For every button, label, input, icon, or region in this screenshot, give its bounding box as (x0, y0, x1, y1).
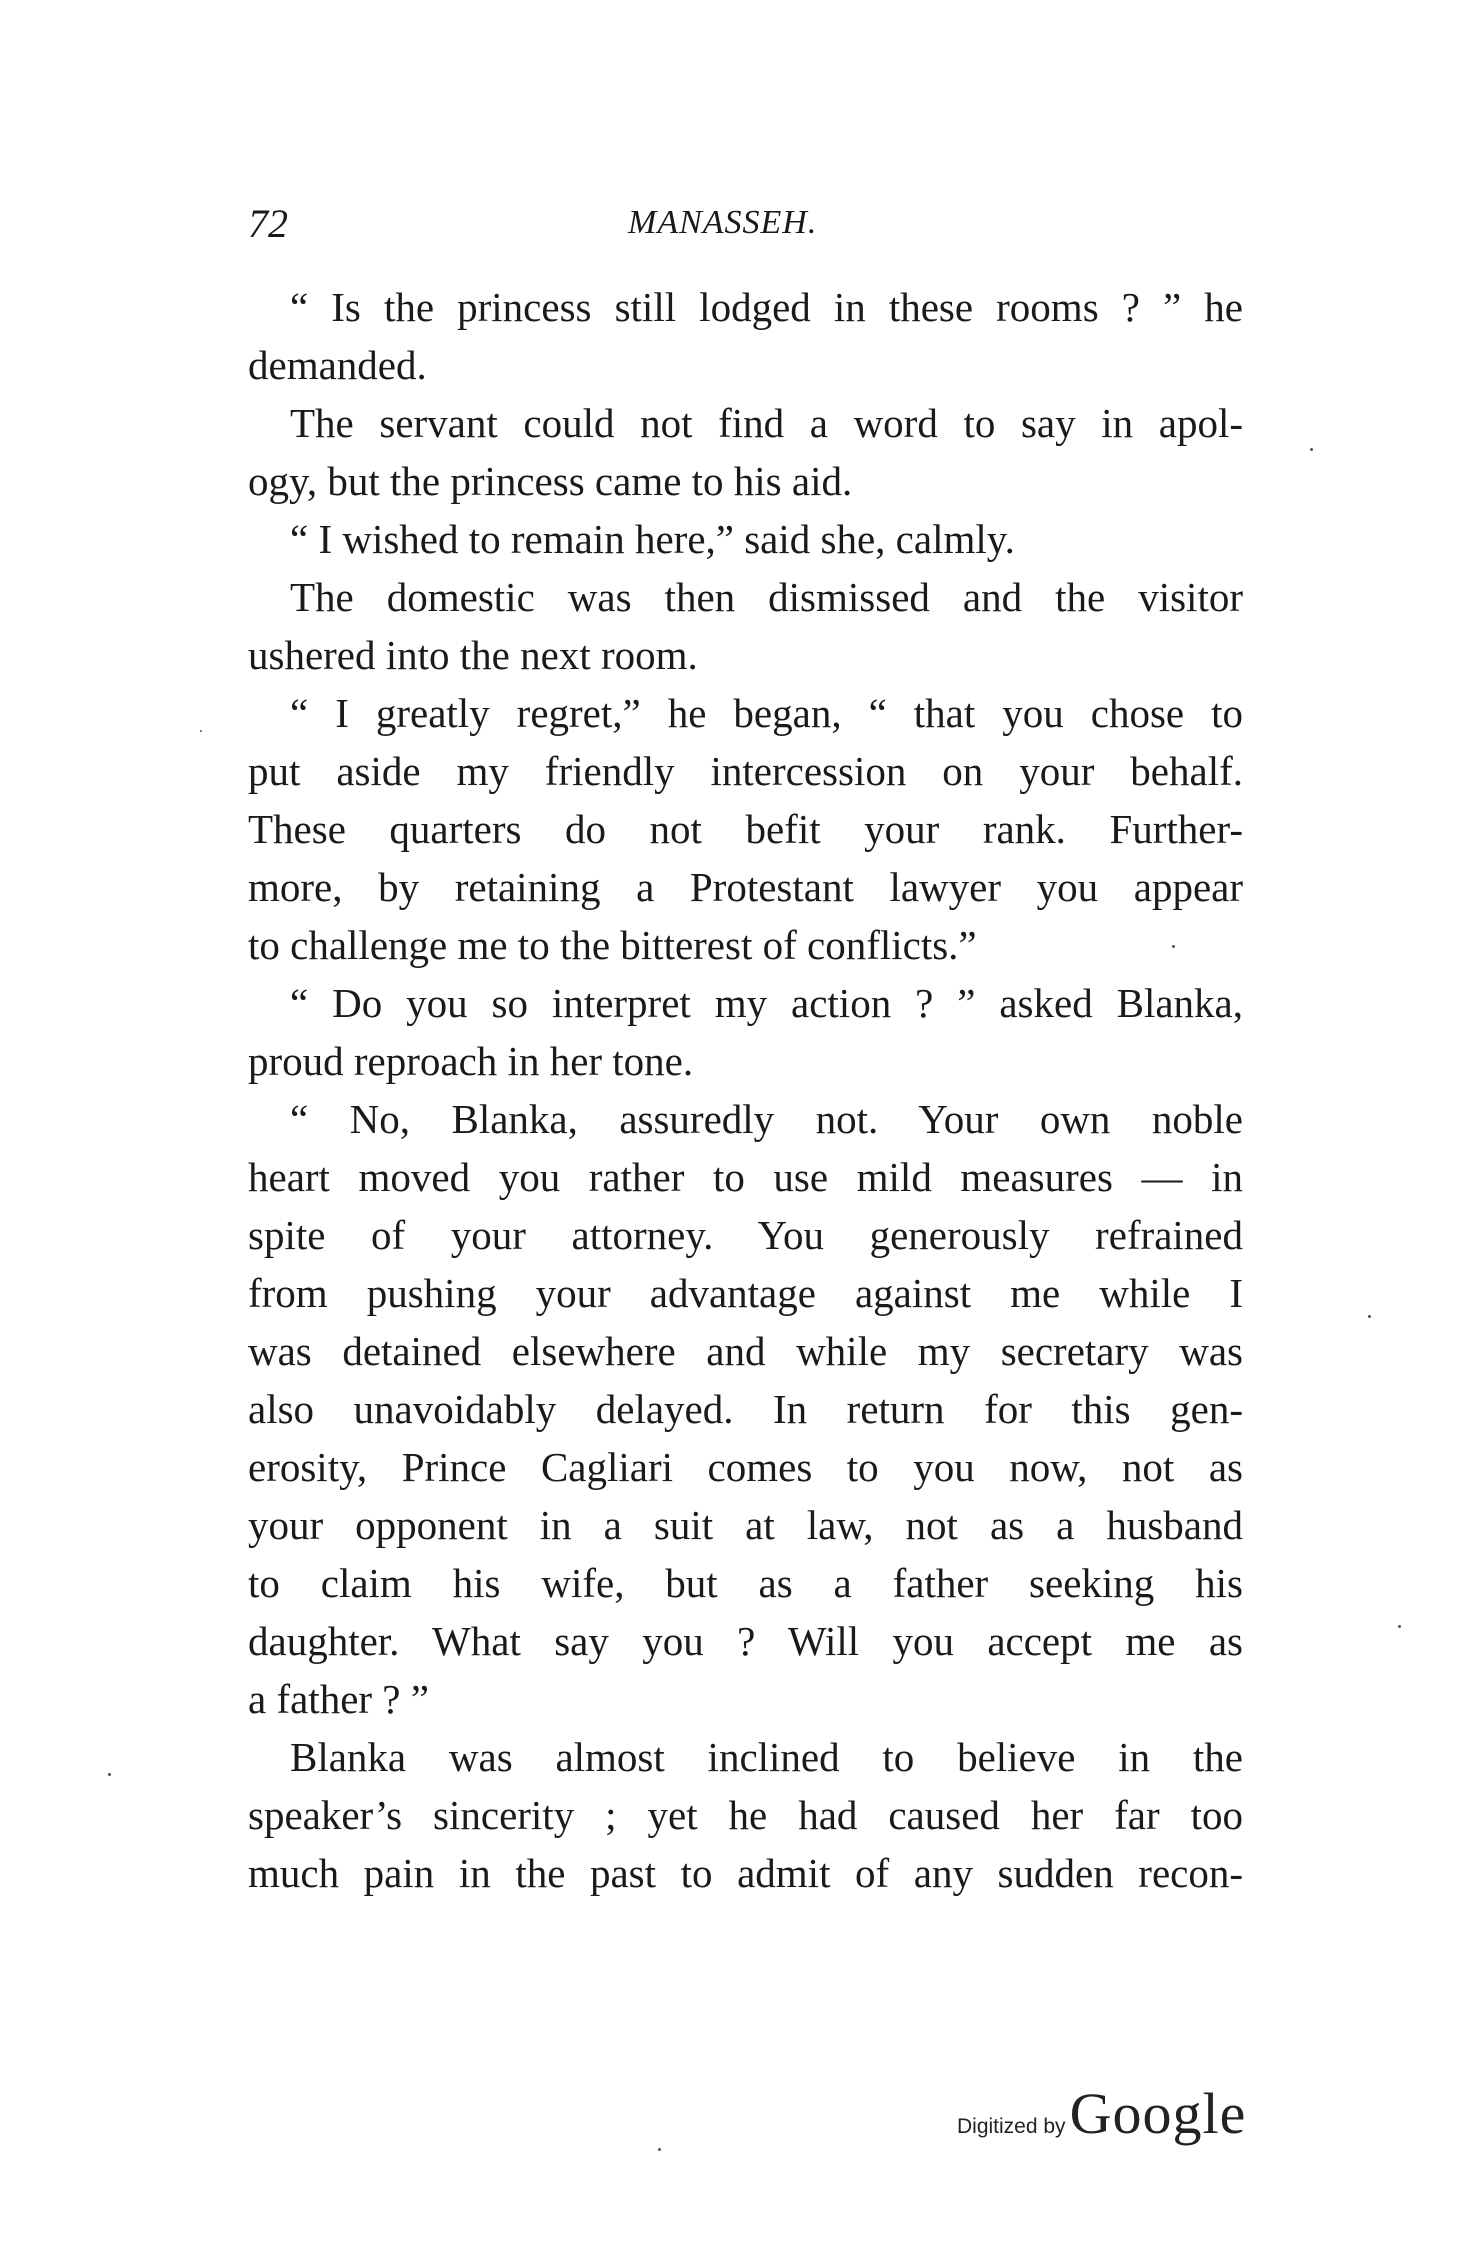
scan-speck (1368, 1315, 1371, 1318)
text-line: also unavoidably delayed. In return for this gen- (248, 1386, 1243, 1432)
text-line: erosity, Prince Cagliari comes to you now, not as (248, 1444, 1243, 1490)
text-line: “ Do you so interpret my action ? ” asked Blanka, (290, 980, 1243, 1026)
text-line: speaker’s sincerity ; yet he had caused her far too (248, 1792, 1243, 1838)
text-line: The servant could not find a word to say in apol- (290, 400, 1243, 446)
scan-speck (108, 1773, 111, 1776)
scan-speck (1398, 1625, 1401, 1628)
text-line: ogy, but the princess came to his aid. (248, 458, 853, 504)
book-title: MANASSEH. (628, 204, 818, 241)
scan-speck (658, 2148, 661, 2151)
google-logo: Google (1069, 2081, 1247, 2146)
text-line: These quarters do not befit your rank. Further- (248, 806, 1243, 852)
scan-speck (1172, 945, 1175, 948)
text-line: was detained elsewhere and while my secretary was (248, 1328, 1243, 1374)
text-line: a father ? ” (248, 1676, 429, 1722)
text-line: to challenge me to the bitterest of conflicts.” (248, 922, 977, 968)
text-line: from pushing your advantage against me while I (248, 1270, 1243, 1316)
scan-speck (200, 730, 202, 732)
digitized-label: Digitized by (957, 2115, 1066, 2138)
text-line: “ I greatly regret,” he began, “ that you chose to (290, 690, 1243, 736)
text-line: much pain in the past to admit of any sudden recon- (248, 1850, 1243, 1896)
text-line: “ No, Blanka, assuredly not. Your own noble (290, 1096, 1243, 1142)
text-line: “ I wished to remain here,” said she, calmly. (290, 516, 1015, 562)
body-text (248, 278, 1243, 1902)
text-line: “ Is the princess still lodged in these rooms ? ” he (290, 284, 1243, 330)
page-number: 72 (248, 201, 288, 246)
digitized-by-watermark (957, 2080, 1246, 2150)
text-line: your opponent in a suit at law, not as a husband (248, 1502, 1243, 1548)
text-line: put aside my friendly intercession on your behalf. (248, 748, 1243, 794)
text-line: ushered into the next room. (248, 632, 698, 678)
text-line: proud reproach in her tone. (248, 1038, 694, 1084)
text-line: Blanka was almost inclined to believe in the (290, 1734, 1243, 1780)
text-line: spite of your attorney. You generously refrained (248, 1212, 1243, 1258)
text-line: heart moved you rather to use mild measures — in (248, 1154, 1243, 1200)
scan-speck (1310, 448, 1313, 451)
text-line: daughter. What say you ? Will you accept me as (248, 1618, 1243, 1664)
running-head (248, 200, 1248, 250)
text-line: The domestic was then dismissed and the visitor (290, 574, 1243, 620)
text-line: demanded. (248, 342, 427, 388)
text-line: to claim his wife, but as a father seeking his (248, 1560, 1243, 1606)
text-line: more, by retaining a Protestant lawyer you appear (248, 864, 1243, 910)
